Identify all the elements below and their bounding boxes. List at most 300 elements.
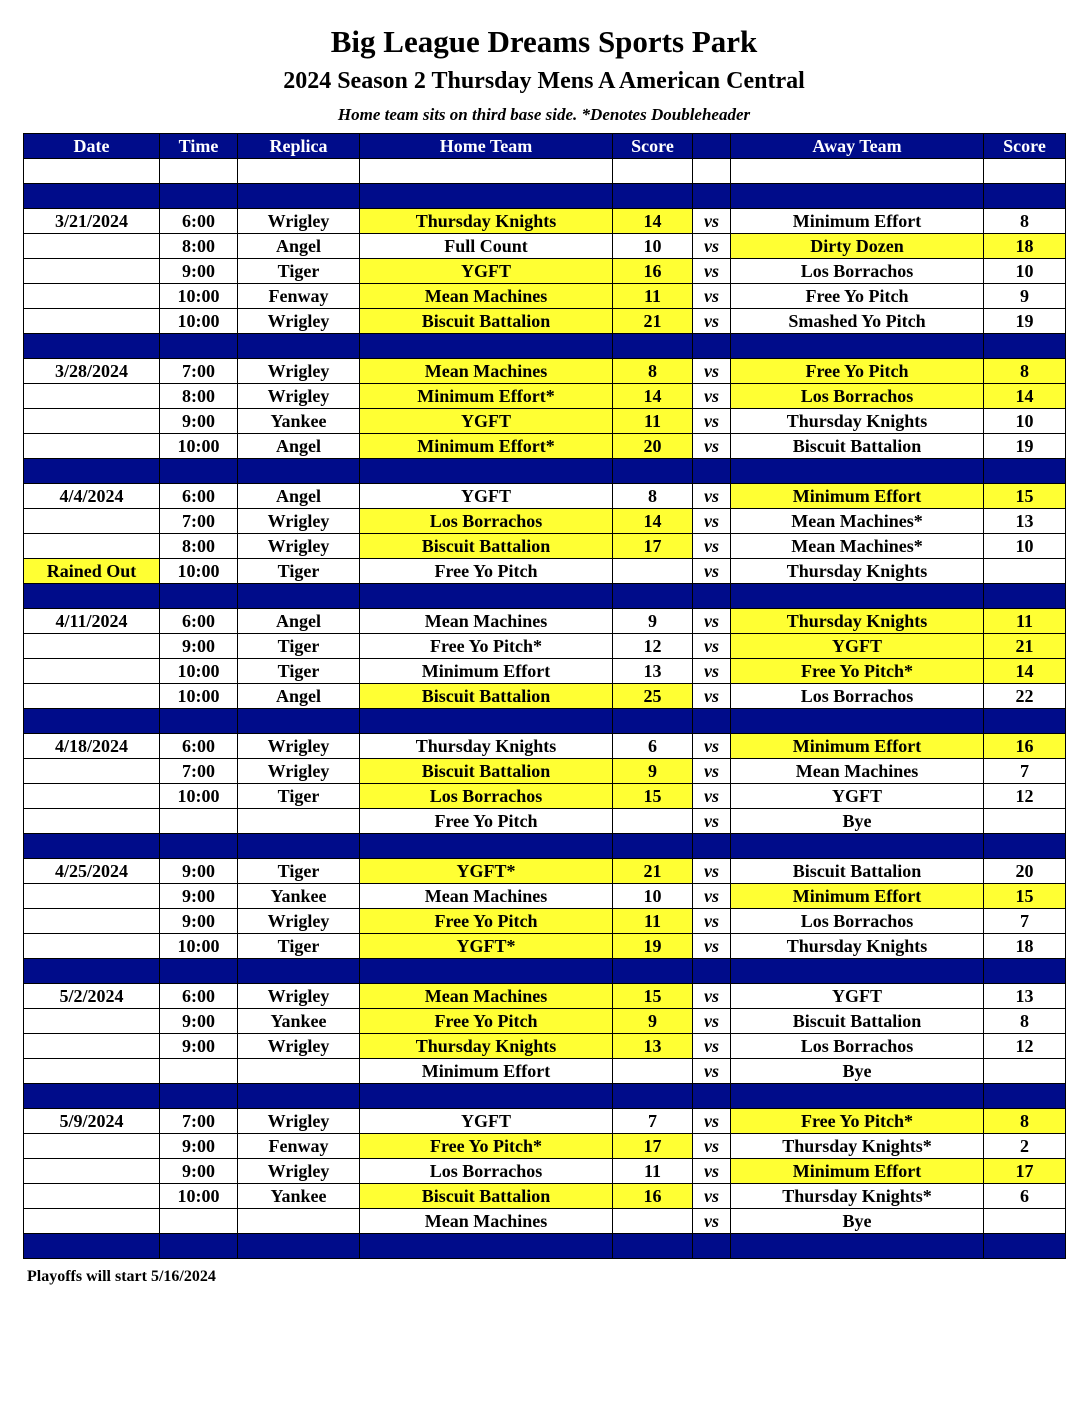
vs-cell: vs — [693, 359, 731, 384]
time-cell: 10:00 — [160, 284, 238, 309]
home-team-cell: Biscuit Battalion — [360, 1184, 613, 1209]
game-row — [24, 1009, 1066, 1034]
away-score-cell: 13 — [984, 984, 1066, 1009]
separator-cell — [693, 1084, 731, 1109]
vs-cell: vs — [693, 1159, 731, 1184]
home-team-cell: Minimum Effort* — [360, 434, 613, 459]
home-team-cell: Mean Machines — [360, 284, 613, 309]
separator-cell — [160, 334, 238, 359]
separator-cell — [160, 459, 238, 484]
date-cell — [24, 759, 160, 784]
replica-cell — [238, 809, 360, 834]
separator-cell — [160, 584, 238, 609]
home-team-cell: Free Yo Pitch* — [360, 1134, 613, 1159]
replica-cell: Yankee — [238, 1009, 360, 1034]
home-score-cell: 15 — [613, 984, 693, 1009]
separator-cell — [613, 1234, 693, 1259]
game-row — [24, 484, 1066, 509]
separator-cell — [693, 184, 731, 209]
game-row — [24, 809, 1066, 834]
replica-cell: Angel — [238, 434, 360, 459]
separator-row — [24, 1234, 1066, 1259]
replica-cell: Fenway — [238, 284, 360, 309]
separator-cell — [24, 334, 160, 359]
separator-cell — [24, 959, 160, 984]
vs-cell: vs — [693, 659, 731, 684]
separator-cell — [984, 184, 1066, 209]
time-cell: 9:00 — [160, 884, 238, 909]
blank-cell — [613, 159, 693, 184]
home-team-cell: Thursday Knights — [360, 1034, 613, 1059]
home-score-cell: 25 — [613, 684, 693, 709]
away-team-cell: Smashed Yo Pitch — [731, 309, 984, 334]
separator-row — [24, 959, 1066, 984]
away-team-cell: Minimum Effort — [731, 1159, 984, 1184]
separator-row — [24, 459, 1066, 484]
time-cell: 9:00 — [160, 909, 238, 934]
date-cell: 3/21/2024 — [24, 209, 160, 234]
vs-cell: vs — [693, 634, 731, 659]
date-cell: 4/25/2024 — [24, 859, 160, 884]
away-team-cell: Minimum Effort — [731, 734, 984, 759]
date-cell — [24, 1209, 160, 1234]
replica-cell: Wrigley — [238, 734, 360, 759]
vs-cell: vs — [693, 759, 731, 784]
away-score-cell: 13 — [984, 509, 1066, 534]
away-score-cell: 14 — [984, 659, 1066, 684]
home-team-cell: Biscuit Battalion — [360, 534, 613, 559]
blank-cell — [693, 159, 731, 184]
date-cell — [24, 809, 160, 834]
separator-row — [24, 584, 1066, 609]
home-score-cell — [613, 559, 693, 584]
blank-cell — [238, 159, 360, 184]
replica-cell: Wrigley — [238, 509, 360, 534]
game-row — [24, 1034, 1066, 1059]
date-cell — [24, 634, 160, 659]
separator-cell — [731, 1234, 984, 1259]
header-row — [24, 134, 1066, 159]
replica-cell: Wrigley — [238, 384, 360, 409]
away-team-cell: Los Borrachos — [731, 384, 984, 409]
home-score-cell: 10 — [613, 234, 693, 259]
home-score-cell: 21 — [613, 859, 693, 884]
away-score-cell: 8 — [984, 1109, 1066, 1134]
date-cell: 4/11/2024 — [24, 609, 160, 634]
home-score-cell: 9 — [613, 609, 693, 634]
game-row — [24, 259, 1066, 284]
replica-cell: Wrigley — [238, 1034, 360, 1059]
home-team-cell: Free Yo Pitch — [360, 909, 613, 934]
game-row — [24, 409, 1066, 434]
separator-cell — [613, 709, 693, 734]
home-score-cell: 7 — [613, 1109, 693, 1134]
separator-cell — [160, 1234, 238, 1259]
date-cell: 4/18/2024 — [24, 734, 160, 759]
away-score-cell: 10 — [984, 259, 1066, 284]
time-cell: 9:00 — [160, 1034, 238, 1059]
page-note: Home team sits on third base side. *Denotes Doubleheader — [337, 105, 751, 124]
separator-cell — [360, 1084, 613, 1109]
away-team-cell: Biscuit Battalion — [731, 434, 984, 459]
separator-cell — [984, 834, 1066, 859]
game-row — [24, 984, 1066, 1009]
time-cell — [160, 1059, 238, 1084]
vs-cell: vs — [693, 509, 731, 534]
home-score-cell: 10 — [613, 884, 693, 909]
away-team-cell: Thursday Knights* — [731, 1134, 984, 1159]
home-team-cell: Biscuit Battalion — [360, 309, 613, 334]
separator-cell — [984, 1084, 1066, 1109]
date-cell — [24, 384, 160, 409]
separator-cell — [984, 1234, 1066, 1259]
away-team-cell: Thursday Knights — [731, 409, 984, 434]
col-vs — [693, 134, 731, 159]
home-team-cell: Minimum Effort* — [360, 384, 613, 409]
away-team-cell: Biscuit Battalion — [731, 859, 984, 884]
home-score-cell: 11 — [613, 284, 693, 309]
home-score-cell: 14 — [613, 384, 693, 409]
vs-cell: vs — [693, 1109, 731, 1134]
replica-cell: Wrigley — [238, 759, 360, 784]
date-cell — [24, 1134, 160, 1159]
away-team-cell: Los Borrachos — [731, 1034, 984, 1059]
vs-cell: vs — [693, 884, 731, 909]
separator-row — [24, 334, 1066, 359]
away-score-cell: 15 — [984, 484, 1066, 509]
away-team-cell: Minimum Effort — [731, 484, 984, 509]
game-row — [24, 234, 1066, 259]
home-score-cell: 14 — [613, 509, 693, 534]
time-cell: 10:00 — [160, 559, 238, 584]
separator-cell — [24, 184, 160, 209]
away-score-cell: 9 — [984, 284, 1066, 309]
date-cell — [24, 1034, 160, 1059]
away-team-cell: Mean Machines* — [731, 509, 984, 534]
game-row — [24, 684, 1066, 709]
away-score-cell — [984, 1059, 1066, 1084]
separator-cell — [693, 584, 731, 609]
time-cell: 7:00 — [160, 759, 238, 784]
home-team-cell: Biscuit Battalion — [360, 759, 613, 784]
away-score-cell — [984, 809, 1066, 834]
vs-cell: vs — [693, 784, 731, 809]
away-score-cell: 20 — [984, 859, 1066, 884]
date-cell: 3/28/2024 — [24, 359, 160, 384]
separator-cell — [360, 334, 613, 359]
separator-cell — [984, 709, 1066, 734]
time-cell: 9:00 — [160, 409, 238, 434]
home-score-cell — [613, 809, 693, 834]
time-cell: 9:00 — [160, 859, 238, 884]
vs-cell: vs — [693, 409, 731, 434]
separator-cell — [613, 459, 693, 484]
date-cell — [24, 1184, 160, 1209]
time-cell: 6:00 — [160, 734, 238, 759]
vs-cell: vs — [693, 684, 731, 709]
separator-cell — [238, 184, 360, 209]
game-row — [24, 659, 1066, 684]
replica-cell: Wrigley — [238, 984, 360, 1009]
vs-cell: vs — [693, 734, 731, 759]
home-score-cell: 16 — [613, 259, 693, 284]
date-cell — [24, 259, 160, 284]
vs-cell: vs — [693, 259, 731, 284]
away-score-cell: 8 — [984, 209, 1066, 234]
game-row — [24, 934, 1066, 959]
away-score-cell: 19 — [984, 309, 1066, 334]
separator-cell — [24, 834, 160, 859]
date-cell: 5/2/2024 — [24, 984, 160, 1009]
replica-cell: Tiger — [238, 934, 360, 959]
col-away-team: Away Team — [731, 134, 984, 159]
home-team-cell: YGFT — [360, 1109, 613, 1134]
away-score-cell: 18 — [984, 234, 1066, 259]
separator-row — [24, 184, 1066, 209]
date-cell — [24, 684, 160, 709]
date-cell: Rained Out — [24, 559, 160, 584]
separator-cell — [731, 459, 984, 484]
time-cell: 10:00 — [160, 934, 238, 959]
home-team-cell: Los Borrachos — [360, 1159, 613, 1184]
away-score-cell: 22 — [984, 684, 1066, 709]
home-team-cell: Free Yo Pitch — [360, 559, 613, 584]
vs-cell: vs — [693, 434, 731, 459]
away-team-cell: Mean Machines — [731, 759, 984, 784]
time-cell: 10:00 — [160, 659, 238, 684]
home-team-cell: Full Count — [360, 234, 613, 259]
game-row — [24, 1184, 1066, 1209]
time-cell: 8:00 — [160, 384, 238, 409]
time-cell: 9:00 — [160, 634, 238, 659]
time-cell: 6:00 — [160, 984, 238, 1009]
home-score-cell: 6 — [613, 734, 693, 759]
home-score-cell: 14 — [613, 209, 693, 234]
col-time: Time — [160, 134, 238, 159]
blank-cell — [731, 159, 984, 184]
away-team-cell: Free Yo Pitch — [731, 284, 984, 309]
vs-cell: vs — [693, 984, 731, 1009]
away-team-cell: Free Yo Pitch* — [731, 1109, 984, 1134]
home-score-cell: 13 — [613, 659, 693, 684]
home-score-cell: 12 — [613, 634, 693, 659]
separator-cell — [24, 584, 160, 609]
replica-cell: Angel — [238, 609, 360, 634]
game-row — [24, 209, 1066, 234]
separator-cell — [24, 709, 160, 734]
replica-cell: Wrigley — [238, 359, 360, 384]
separator-cell — [160, 184, 238, 209]
home-score-cell: 16 — [613, 1184, 693, 1209]
vs-cell: vs — [693, 1059, 731, 1084]
separator-cell — [613, 184, 693, 209]
time-cell: 6:00 — [160, 609, 238, 634]
separator-cell — [984, 584, 1066, 609]
vs-cell: vs — [693, 609, 731, 634]
vs-cell: vs — [693, 234, 731, 259]
away-score-cell: 12 — [984, 1034, 1066, 1059]
home-team-cell: YGFT* — [360, 859, 613, 884]
away-team-cell: Los Borrachos — [731, 684, 984, 709]
replica-cell: Yankee — [238, 409, 360, 434]
replica-cell: Wrigley — [238, 309, 360, 334]
separator-row — [24, 1084, 1066, 1109]
vs-cell: vs — [693, 559, 731, 584]
replica-cell: Yankee — [238, 1184, 360, 1209]
separator-cell — [24, 1234, 160, 1259]
game-row — [24, 759, 1066, 784]
away-score-cell: 6 — [984, 1184, 1066, 1209]
separator-cell — [731, 334, 984, 359]
date-cell: 5/9/2024 — [24, 1109, 160, 1134]
blank-cell — [360, 159, 613, 184]
home-score-cell: 11 — [613, 909, 693, 934]
home-team-cell: Thursday Knights — [360, 734, 613, 759]
playoffs-note: Playoffs will start 5/16/2024 — [27, 1268, 216, 1285]
home-score-cell: 9 — [613, 759, 693, 784]
vs-cell: vs — [693, 1134, 731, 1159]
away-team-cell: Free Yo Pitch — [731, 359, 984, 384]
vs-cell: vs — [693, 1209, 731, 1234]
home-score-cell: 15 — [613, 784, 693, 809]
separator-cell — [731, 1084, 984, 1109]
separator-cell — [984, 459, 1066, 484]
away-team-cell: Bye — [731, 1059, 984, 1084]
separator-cell — [160, 959, 238, 984]
separator-cell — [693, 459, 731, 484]
away-team-cell: Minimum Effort — [731, 209, 984, 234]
separator-cell — [693, 834, 731, 859]
home-team-cell: Mean Machines — [360, 884, 613, 909]
away-score-cell: 10 — [984, 409, 1066, 434]
separator-cell — [360, 1234, 613, 1259]
vs-cell: vs — [693, 934, 731, 959]
home-team-cell: Los Borrachos — [360, 509, 613, 534]
date-cell — [24, 309, 160, 334]
date-cell — [24, 909, 160, 934]
date-cell — [24, 534, 160, 559]
col-date: Date — [24, 134, 160, 159]
away-score-cell — [984, 1209, 1066, 1234]
away-score-cell: 21 — [984, 634, 1066, 659]
time-cell: 6:00 — [160, 484, 238, 509]
separator-cell — [693, 1234, 731, 1259]
time-cell: 6:00 — [160, 209, 238, 234]
replica-cell: Tiger — [238, 659, 360, 684]
game-row — [24, 784, 1066, 809]
separator-cell — [360, 584, 613, 609]
replica-cell: Angel — [238, 234, 360, 259]
time-cell: 8:00 — [160, 534, 238, 559]
separator-cell — [360, 709, 613, 734]
time-cell: 10:00 — [160, 434, 238, 459]
separator-row — [24, 709, 1066, 734]
separator-cell — [24, 1084, 160, 1109]
away-score-cell: 15 — [984, 884, 1066, 909]
separator-cell — [360, 459, 613, 484]
away-score-cell: 19 — [984, 434, 1066, 459]
separator-cell — [693, 709, 731, 734]
away-team-cell: Thursday Knights — [731, 609, 984, 634]
replica-cell: Wrigley — [238, 534, 360, 559]
time-cell — [160, 1209, 238, 1234]
away-team-cell: Dirty Dozen — [731, 234, 984, 259]
vs-cell: vs — [693, 909, 731, 934]
away-team-cell: Thursday Knights — [731, 559, 984, 584]
replica-cell: Tiger — [238, 634, 360, 659]
separator-cell — [360, 959, 613, 984]
away-score-cell — [984, 559, 1066, 584]
separator-cell — [984, 334, 1066, 359]
home-team-cell: Mean Machines — [360, 359, 613, 384]
away-score-cell: 18 — [984, 934, 1066, 959]
replica-cell — [238, 1209, 360, 1234]
schedule-table — [23, 133, 1066, 1259]
date-cell — [24, 1159, 160, 1184]
game-row — [24, 434, 1066, 459]
away-score-cell: 7 — [984, 759, 1066, 784]
game-row — [24, 359, 1066, 384]
separator-cell — [613, 834, 693, 859]
home-score-cell: 9 — [613, 1009, 693, 1034]
away-team-cell: YGFT — [731, 634, 984, 659]
separator-cell — [360, 184, 613, 209]
replica-cell: Tiger — [238, 559, 360, 584]
home-score-cell: 11 — [613, 1159, 693, 1184]
replica-cell: Angel — [238, 484, 360, 509]
home-team-cell: Minimum Effort — [360, 659, 613, 684]
home-team-cell: Mean Machines — [360, 1209, 613, 1234]
vs-cell: vs — [693, 859, 731, 884]
vs-cell: vs — [693, 384, 731, 409]
game-row — [24, 884, 1066, 909]
time-cell: 9:00 — [160, 259, 238, 284]
separator-cell — [360, 834, 613, 859]
home-score-cell: 8 — [613, 484, 693, 509]
home-team-cell: Minimum Effort — [360, 1059, 613, 1084]
game-row — [24, 1059, 1066, 1084]
date-cell — [24, 784, 160, 809]
away-team-cell: Mean Machines* — [731, 534, 984, 559]
replica-cell: Wrigley — [238, 1109, 360, 1134]
home-team-cell: YGFT — [360, 484, 613, 509]
time-cell: 7:00 — [160, 359, 238, 384]
page-title: Big League Dreams Sports Park — [330, 24, 758, 59]
separator-cell — [238, 1234, 360, 1259]
separator-cell — [160, 834, 238, 859]
game-row — [24, 909, 1066, 934]
home-team-cell: YGFT — [360, 259, 613, 284]
away-team-cell: Thursday Knights — [731, 934, 984, 959]
col-replica: Replica — [238, 134, 360, 159]
vs-cell: vs — [693, 209, 731, 234]
separator-cell — [613, 1084, 693, 1109]
vs-cell: vs — [693, 1009, 731, 1034]
separator-cell — [160, 1084, 238, 1109]
game-row — [24, 609, 1066, 634]
replica-cell: Wrigley — [238, 909, 360, 934]
replica-cell: Tiger — [238, 259, 360, 284]
separator-cell — [238, 1084, 360, 1109]
away-team-cell: Bye — [731, 809, 984, 834]
time-cell: 8:00 — [160, 234, 238, 259]
date-cell — [24, 409, 160, 434]
page-subtitle: 2024 Season 2 Thursday Mens A American Central — [283, 68, 805, 94]
separator-cell — [984, 959, 1066, 984]
home-team-cell: Los Borrachos — [360, 784, 613, 809]
away-score-cell: 10 — [984, 534, 1066, 559]
game-row — [24, 559, 1066, 584]
